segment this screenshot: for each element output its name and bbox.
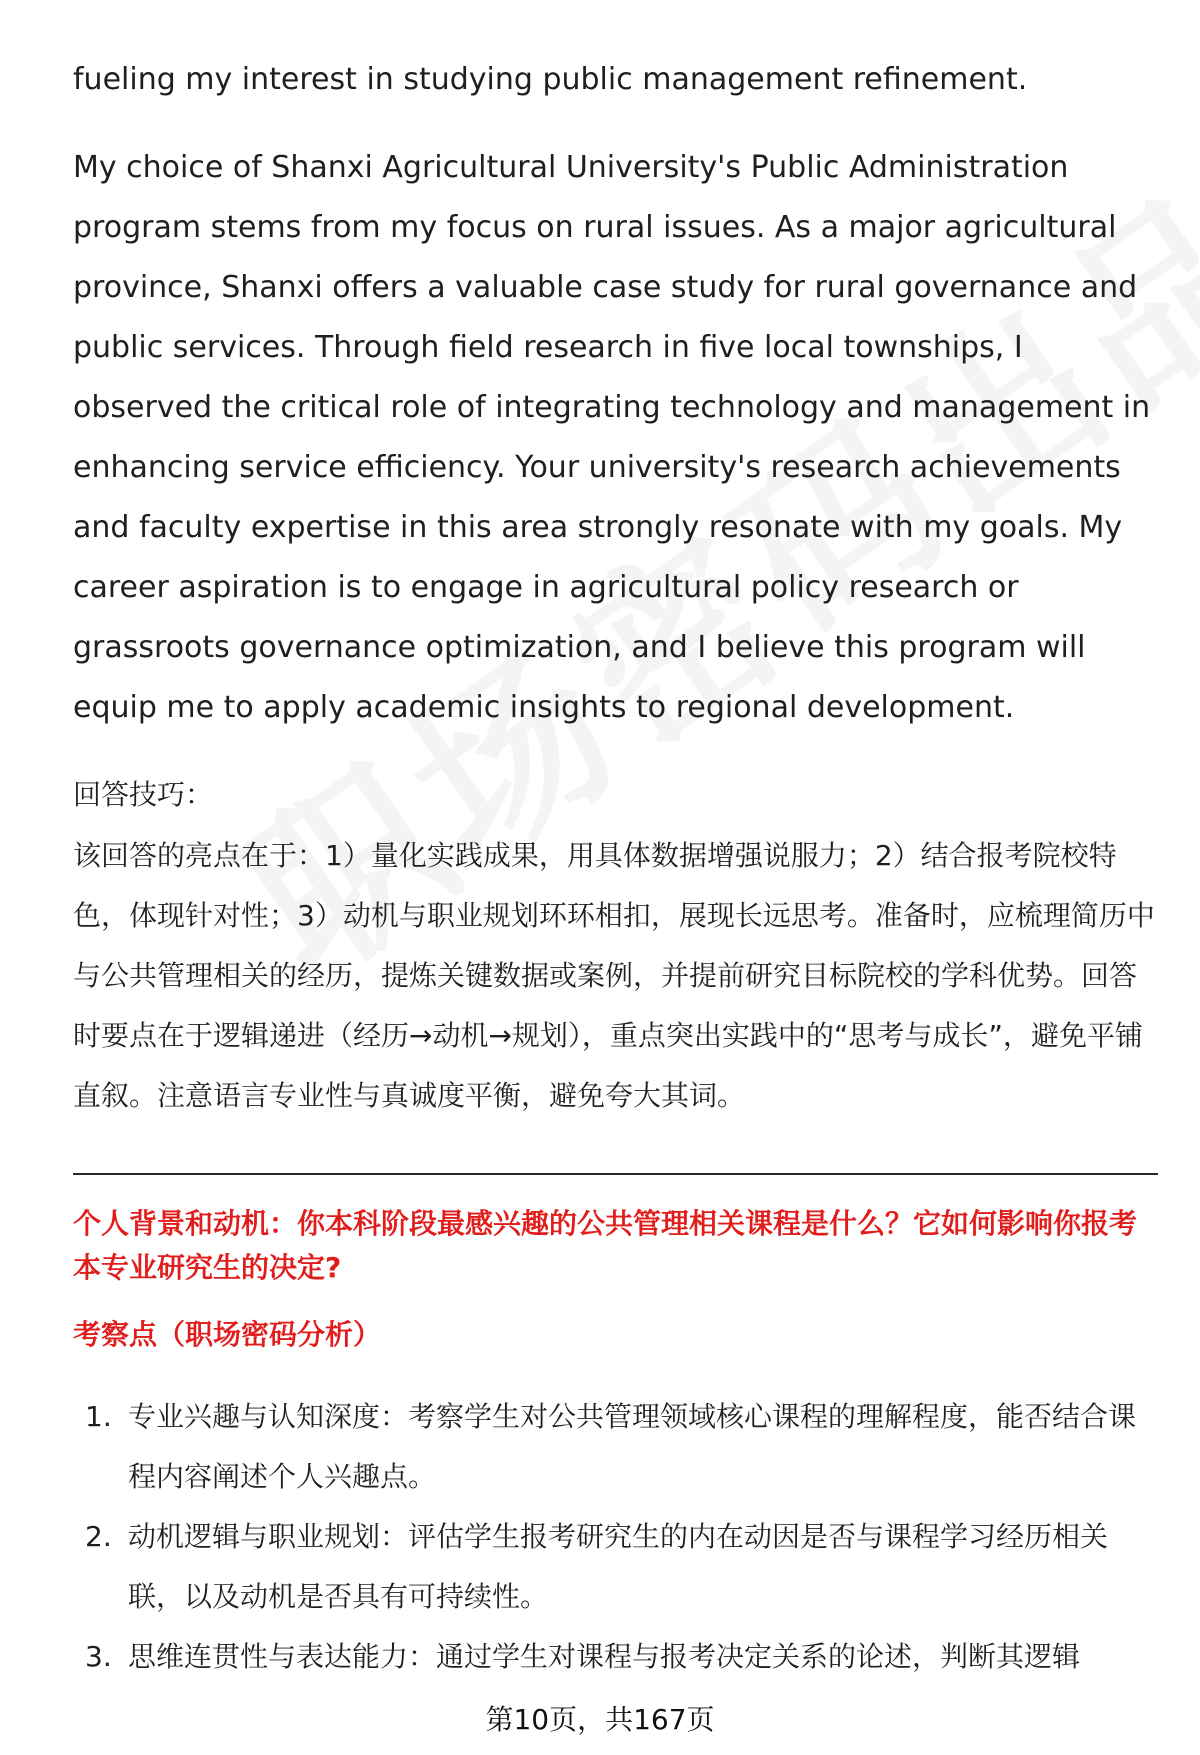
question-title: 个人背景和动机：你本科阶段最感兴趣的公共管理相关课程是什么？它如何影响你报考本专业研究生的决定? [73,1207,1138,1284]
list-item-text: 动机逻辑与职业规划：评估学生报考研究生的内在动因是否与课程学习经历相关联，以及动机是否具有可持续性。 [128,1520,1109,1613]
list-item-number: 3. [85,1640,112,1673]
tips-title: 回答技巧： [73,778,214,811]
tips-body: 该回答的亮点在于：1）量化实践成果，用具体数据增强说服力；2）结合报考院校特色，体现针对性；3）动机与职业规划环环相扣，展现长远思考。准备时，应梳理简历中与公共管理相关的经历，提炼关键数据或案例，并提前研究目标院校的学科优势。回答时要点在于逻辑递进（经历→动机→规划），重点突出实践中的“思考与成长”，避免平铺直叙。注意语言专业性与真诚度平衡，避免夸大其词。 [73,839,1155,1112]
list-item [73,1627,1163,1687]
paragraph-continuation: fueling my interest in studying public management refinement. [73,62,1028,97]
analysis-list [73,1387,1163,1687]
list-item [73,1387,1163,1507]
page-footer: 第10页，共167页 [485,1703,715,1736]
paragraph-motivation: My choice of Shanxi Agricultural University's Public Administration program stems from my focus on rural issues. As a major agricultural province, Shanxi offers a valuable case study for rural governance and public services. Through field research in five local townships, I observed the critical role of integrating technology and management in enhancing service efficiency. Your university's research achievements and faculty expertise in this area strongly resonate with my goals. My career aspiration is to engage in agricultural policy research or grassroots governance optimization, and I believe this program will equip me to apply academic insights to regional development. [73,150,1151,725]
list-item-number: 2. [85,1520,112,1553]
list-item [73,1507,1163,1627]
section-divider [73,1173,1158,1175]
list-item-text: 专业兴趣与认知深度：考察学生对公共管理领域核心课程的理解程度，能否结合课程内容阐述个人兴趣点。 [128,1400,1137,1493]
list-item-number: 1. [85,1400,112,1433]
analysis-subtitle: 考察点（职场密码分析） [73,1318,382,1351]
list-item-text: 思维连贯性与表达能力：通过学生对课程与报考决定关系的论述，判断其逻辑 [128,1640,1081,1673]
